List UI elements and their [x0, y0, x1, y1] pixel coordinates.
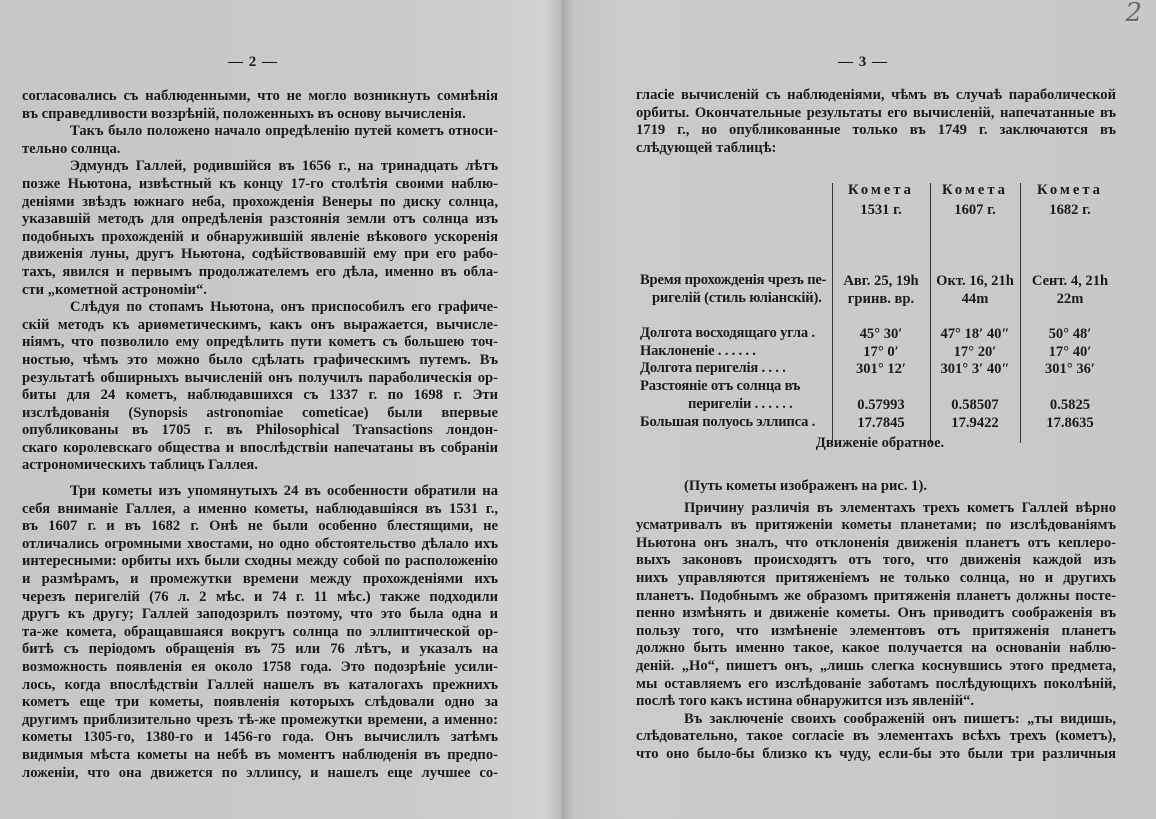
text-line: скій методъ къ ариѳметическимъ, какъ онъ выражается, вычисле-	[22, 316, 498, 333]
row-label: Время прохожденія чрезъ пе-	[640, 272, 827, 288]
text-line: указавшій методъ для опредѣленія разстоянія земли отъ солнца изъ	[22, 211, 498, 228]
text-line: отличались огромными хвостами, но одно обстоятельство дѣлало ихъ	[22, 535, 498, 552]
table-cell: 0.5825	[1049, 396, 1091, 413]
row-label: Долгота перигелія . . . .	[640, 360, 786, 376]
table-cell: 301° 3′ 40″	[940, 361, 1010, 377]
text-line: (Путь кометы изображенъ на рис. 1).	[684, 478, 927, 494]
row-label: ригелій (стиль юліанскій).	[652, 289, 822, 306]
row-label: перигеліи . . . . . .	[688, 395, 793, 412]
table-cell: 50° 48′	[1048, 326, 1092, 342]
text-line: тахъ, явился и первымъ продолжателемъ его дѣла, именно въ обла-	[22, 263, 498, 280]
table-footnote: Движеніе обратное.	[815, 435, 945, 451]
paragraph	[22, 158, 498, 299]
text-line: орбиты. Окончательные результаты его вычисленій, напечатанные въ	[636, 104, 1116, 121]
text-line: черезъ перигелій (76 л. 2 мѣс. и 74 г. 11 мѣс.) также подходили	[22, 588, 498, 605]
row-label: Разстояніе отъ солнца въ	[640, 378, 801, 394]
table-cell: 17.9422	[951, 415, 999, 431]
text-line: усматривалъ въ притяженіи кометы планетами; по изслѣдованіямъ	[636, 517, 1116, 534]
text-line: сти „кометной астрономіи“.	[22, 281, 207, 298]
right-page-intro	[636, 87, 1116, 157]
text-line: и размѣрамъ, и промежутки времени между прохожденіями ихъ	[22, 571, 498, 588]
paragraph	[22, 483, 498, 782]
text-line: Три кометы изъ упомянутыхъ 24 въ особенности обратили на	[70, 483, 498, 500]
paragraph	[636, 87, 1116, 157]
paragraph	[636, 478, 1116, 496]
text-line: мы оставляемъ его изслѣдованіе заботамъ послѣдующихъ поколѣній,	[636, 675, 1116, 692]
text-line: битѣ съ періодомъ обращенія въ 75 или 76 лѣтъ, и указалъ на	[22, 641, 498, 658]
table-cell: 17° 0′	[863, 344, 899, 360]
text-line: Слѣдуя по стопамъ Ньютона, онъ приспособилъ его графиче-	[70, 299, 498, 316]
text-line: подобныхъ прохожденій и обнаружившій явленіе вѣкового ускоренія	[22, 228, 498, 245]
table-cell: Сент. 4, 21h	[1031, 273, 1109, 289]
column-header-year: 1682 г.	[1049, 202, 1091, 218]
text-line: другимъ приблизительно чрезъ тѣ-же промежутки времени, а именно:	[22, 711, 498, 728]
column-header-year: 1607 г.	[954, 202, 996, 218]
text-line: Въ заключеніе своихъ соображеній онъ пишетъ: „ты видишь,	[684, 710, 1116, 727]
text-line: скаго королевскаго общества и впослѣдствіи напечатаны въ собраніи	[22, 439, 498, 456]
paragraph	[22, 88, 498, 123]
text-line: деніями звѣздъ южнаго неба, прохожденія Венеры по диску солнца,	[22, 193, 498, 210]
text-line: та-же комета, обращавшаяся вокругъ солнца по эллиптической ор-	[22, 623, 498, 640]
column-header-year: 1531 г.	[860, 202, 902, 218]
left-page-body	[22, 88, 498, 782]
table-cell: 17° 40′	[1048, 344, 1092, 360]
text-line: биты для 24 кометъ, наблюдавшихся съ 1337 г. по 1698 г. Эти	[22, 387, 498, 404]
text-line: Ньютона онъ зналъ, что отклоненія движенія планетъ отъ кеплеро-	[636, 534, 1116, 551]
text-line: кометъ еще три кометы, появленія которыхъ слѣдовали одно за	[22, 694, 498, 711]
text-line: кометы 1305-го, 1380-го и 1456-го года. Онъ вычислилъ затѣмъ	[22, 729, 498, 746]
text-line: пользу того, что измѣненіе элементовъ отъ притяженія планетъ	[636, 622, 1116, 639]
text-line: себя вниманіе Галлея, а именно кометы, наблюдавшіяся въ 1531 г.,	[22, 500, 498, 517]
text-line: планетъ. Подобнымъ же образомъ притяженія планетъ должны посте-	[636, 587, 1116, 604]
text-line: позже Ньютона, извѣстный къ концу 17-го столѣтія своими наблю-	[22, 175, 498, 192]
text-line: 1719 г., но опубликованные только въ 1749 г. заключаются въ	[636, 122, 1116, 139]
text-line: что оно было-бы близко къ чуду, если-бы это были три различныя	[636, 745, 1116, 762]
text-line: астрономическихъ таблицъ Галлея.	[22, 457, 258, 474]
text-line: Такъ было положено начало опредѣленію путей кометъ относи-	[70, 123, 498, 140]
table-cell: Авг. 25, 19h	[843, 273, 919, 289]
column-header-title: Комета	[848, 182, 914, 198]
table-cell: Окт. 16, 21h	[936, 273, 1014, 289]
text-line: возможность появленія ея около 1758 года. Это подозрѣніе усили-	[22, 659, 498, 675]
text-line: ложеніи, что она движется по эллипсу, и нашелъ еще лучшее со-	[22, 764, 498, 781]
text-line: слѣдовательно, такое согласіе въ элементахъ всѣхъ трехъ (кометъ),	[636, 728, 1116, 745]
left-page	[0, 0, 562, 819]
text-line: изслѣдованія (Synopsis astronomiae cometicae) были впервые	[22, 404, 498, 421]
row-label: Большая полуось эллипса .	[640, 414, 816, 430]
row-label: Долгота восходящаго угла .	[640, 325, 815, 341]
page-number: — 3 —	[838, 54, 888, 70]
text-line: пенно измѣнять и движеніе кометы. Онъ приводитъ соображенія въ	[636, 605, 1116, 622]
table-cell: 0.58507	[951, 396, 999, 413]
text-line: должно быть именно такое, какое получается на основаніи наблю-	[636, 640, 1116, 657]
table-cell: 17.7845	[857, 415, 905, 431]
handwritten-page-mark: 2	[1125, 0, 1142, 28]
table-cell: гринв. вр.	[847, 290, 915, 307]
text-line: гласіе вычисленій съ наблюденіями, чѣмъ въ случаѣ параболической	[636, 87, 1116, 103]
comet-elements-table	[640, 181, 1120, 451]
right-page-body	[636, 478, 1116, 764]
text-line: въ 1607 г. и въ 1682 г. Онѣ не были особенно блестящими, не	[22, 518, 498, 535]
column-header-title: Комета	[942, 182, 1008, 198]
text-line: нихъ управляются притяженіемъ не только солнца, но и другихъ	[636, 569, 1116, 586]
text-line: послѣ того какъ истина обнаружится изъ явленій“.	[636, 693, 975, 710]
text-line: результатѣ обширныхъ вычисленій онъ получилъ параболическія ор-	[22, 369, 498, 386]
text-line: ніямъ, что позволило ему опредѣлить пути кометъ съ большею точ-	[22, 334, 498, 351]
table-cell: 17° 20′	[953, 344, 997, 360]
table-cell: 47° 18′ 40″	[940, 326, 1010, 342]
text-line: лось, когда впослѣдствіи Галлей нашелъ въ каталогахъ прежнихъ	[22, 676, 498, 693]
text-line: въ справедливости воззрѣній, положенныхъ въ основу вычисленія.	[22, 105, 466, 122]
text-line: согласовались съ наблюденными, что не могло возникнуть сомнѣнія	[22, 88, 498, 104]
paragraph	[22, 123, 498, 158]
page-number: — 2 —	[228, 54, 278, 70]
table-cell: 301° 12′	[855, 361, 907, 377]
text-line: интересными: орбиты ихъ были сходны между собой по расположенію	[22, 553, 498, 570]
paragraph	[636, 711, 1116, 764]
table-cell: 22m	[1056, 290, 1084, 307]
table-cell: 44m	[961, 290, 989, 307]
text-line: Эдмундъ Галлей, родившійся въ 1656 г., на тринадцать лѣтъ	[70, 158, 498, 175]
text-line: слѣдующей таблицѣ:	[636, 139, 777, 156]
text-line: Причину различія въ элементахъ трехъ кометъ Галлей вѣрно	[684, 499, 1116, 516]
paragraph	[636, 500, 1116, 711]
table-cell: 301° 36′	[1044, 361, 1096, 377]
text-line: другъ къ другу; Галлей заподозрилъ поэтому, что это была одна и	[22, 606, 498, 623]
table-cell: 45° 30′	[859, 326, 903, 342]
text-line: выхъ законовъ происходятъ отъ того, что движенія каждой изъ	[636, 552, 1116, 569]
text-line: опубликованы въ 1705 г. въ Philosophical Transactions лондон-	[22, 422, 498, 439]
table-cell: 0.57993	[857, 396, 905, 413]
column-header-title: Комета	[1037, 182, 1103, 198]
text-line: ностью, чѣмъ это можно было сдѣлать графическимъ путемъ. Въ	[22, 351, 498, 368]
text-line: деній. „Но“, пишетъ онъ, „лишь слегка коснувшись этого предмета,	[636, 657, 1116, 674]
text-line: движенія луны, другъ Ньютона, содѣйствовавшій ему при его рабо-	[22, 246, 498, 263]
paragraph	[22, 299, 498, 475]
right-page	[562, 0, 1156, 819]
table-cell: 17.8635	[1046, 415, 1094, 431]
text-line: тельно солнца.	[22, 140, 121, 157]
text-line: видимыя мѣста кометы на небѣ въ моментъ наблюденія въ предпо-	[22, 746, 498, 763]
row-label: Наклоненіе . . . . . .	[640, 343, 756, 359]
